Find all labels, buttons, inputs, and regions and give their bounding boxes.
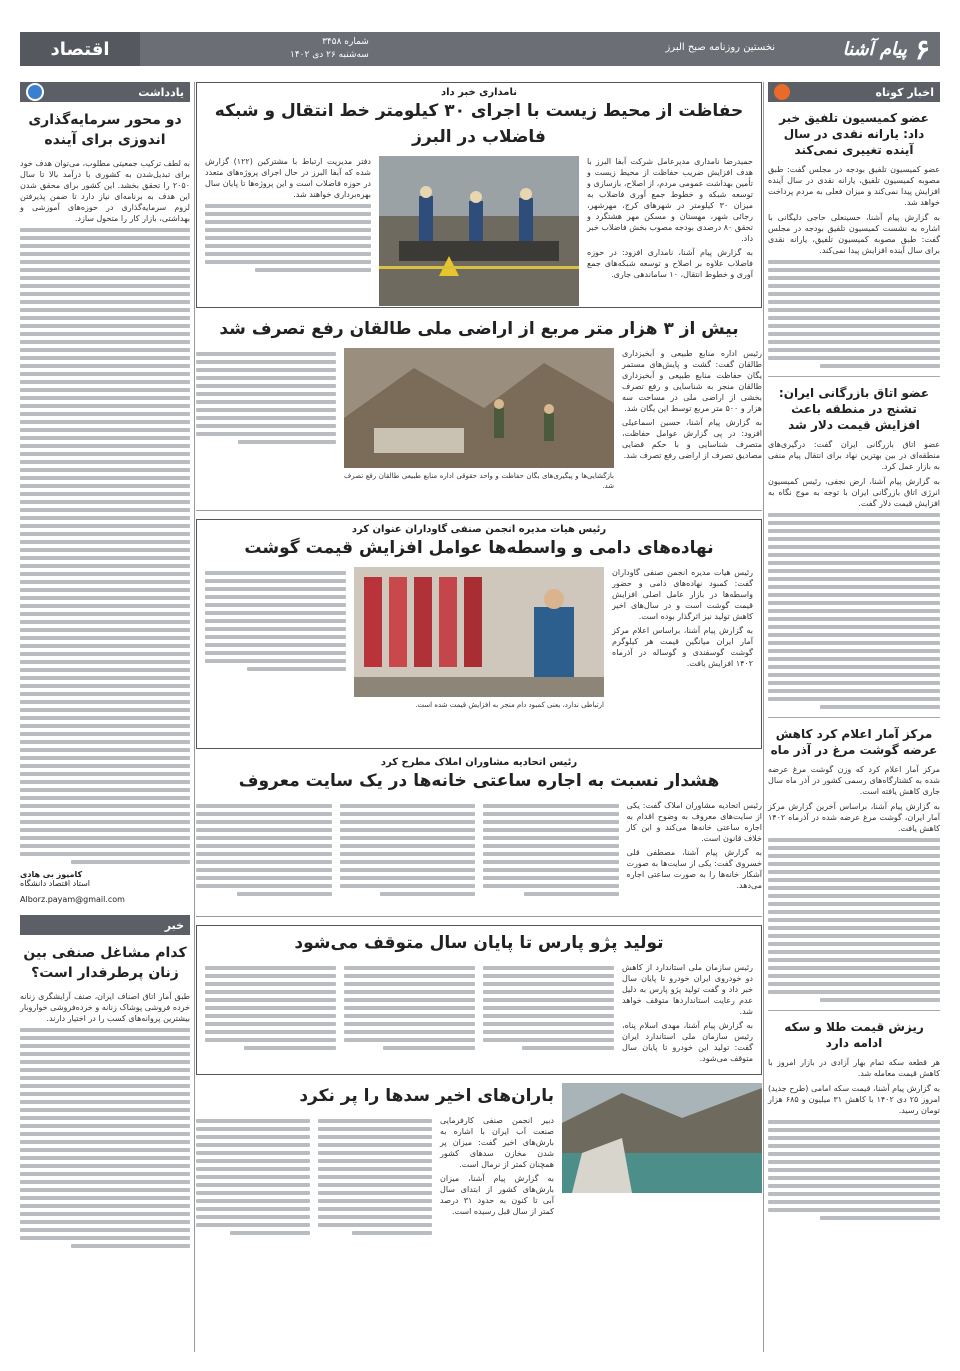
article-lead: به گزارش پیام آشنا، مصطفی قلی خسروی گفت: یکی از سایت‌ها به صورت آشکار خانه‌ها را به صورت ساعتی اجاره می‌دهد. xyxy=(626,848,762,890)
newspaper-logo: پیام آشنا xyxy=(842,38,907,60)
short-news-title: اخبار کوتاه xyxy=(875,85,934,99)
article-sewage-network xyxy=(196,82,762,308)
short-news-item xyxy=(768,110,940,368)
article-kicker: رئیس هیات مدیره انجمن صنفی گاوداران عنوان کرد xyxy=(351,524,607,535)
article-body: رئیس هیات مدیره انجمن صنفی گاوداران گفت: کمبود نهاده‌های دامی و حضور واسطه‌ها در بازار عامل اصلی افزایش قیمت گوشت است و در سال‌های اخیر کاهش تولید نیز اثرگذار بوده است. xyxy=(612,568,753,621)
article-peugeot-pars xyxy=(196,925,762,1075)
news-section-title: خبر xyxy=(164,918,184,932)
article-text xyxy=(587,156,753,306)
article-text xyxy=(318,1115,432,1239)
opinion-body: به لطف ترکیب جمعیتی مطلوب، می‌توان هدف خود برای تبدیل‌شدن به کشوری با درآمد بالا تا سال ۲۰۵۰ را تحقق بخشد. این کشور برای محقق شدن این هدف به برنامه‌ای نیاز دارد تا ضمن پذیرفتن لزوم سرمایه‌گذاری در حوزه‌های آموزشی و بهداشتی، بازار کار را متحول سازد. xyxy=(20,159,190,223)
article-lead: به گزارش پیام آشنا، میزان بارش‌های کشور از ابتدای سال آبی تا کنون به حدود ۳۱ درصد کمتر از سال قبل رسیده است. xyxy=(440,1174,554,1216)
short-news-headline[interactable]: عضو کمیسیون تلفیق خبر داد: یارانه نقدی در سال آینده تغییری نمی‌کند xyxy=(779,111,929,157)
article-text xyxy=(483,962,614,1064)
mountain-land-image xyxy=(344,348,614,468)
text-lines xyxy=(483,966,614,1050)
masthead xyxy=(20,32,940,66)
text-lines xyxy=(768,838,940,1002)
short-news-summary: هر قطعه سکه تمام بهار آزادی در بازار امروز با کاهش قیمت معامله شد. xyxy=(768,1058,940,1078)
opinion-header xyxy=(20,82,190,102)
article-body: رئیس اتحادیه مشاوران املاک گفت: یکی از سایت‌های معروف به وضوح اقدام به اجاره ساعتی خانه‌ها می‌کند و این کار خلاف قانون است. xyxy=(626,801,762,843)
divider xyxy=(768,717,940,718)
author-email[interactable]: Alborz.payam@gmail.com xyxy=(20,895,125,904)
article-lead: به گزارش پیام آشنا، حسین اسماعیلی افزود: در پی گزارش عوامل حفاظت، متصرف شناسایی و با حکم قضایی مصادیق تصرف از اراضی رفع تصرف شد. xyxy=(622,418,762,460)
short-news-headline[interactable]: ریزش قیمت طلا و سکه ادامه دارد xyxy=(784,1020,924,1050)
main-content xyxy=(196,82,762,1306)
text-lines xyxy=(196,804,332,896)
butcher-photo xyxy=(354,567,604,697)
dam-photo xyxy=(562,1083,762,1193)
article-land-recovery xyxy=(196,316,762,511)
article-meat-prices xyxy=(196,519,762,749)
text-lines xyxy=(20,1028,190,1248)
article-text xyxy=(196,1115,310,1239)
notebook-icon xyxy=(26,83,44,101)
text-lines xyxy=(196,352,336,444)
text-lines xyxy=(318,1119,432,1235)
column-divider xyxy=(194,82,195,1352)
author-name: کامیوز بی هادی xyxy=(20,870,83,879)
opinion-column xyxy=(20,82,190,1252)
text-lines xyxy=(196,1119,310,1235)
article-photo-block xyxy=(562,1083,762,1239)
short-news-lead: به گزارش پیام آشنا، حسینعلی حاجی دلیگانی با اشاره به نشست کمیسیون تلفیق بودجه در مجلس گفت: طبق مصوبه کمیسیون تلفیق، یارانه نقدی برای سال آینده افزایش پیدا نمی‌کند. xyxy=(768,213,940,255)
article-headline[interactable]: بیش از ۳ هزار متر مربع از اراضی ملی طالقان رفع تصرف شد xyxy=(219,319,739,339)
short-news-lead: به گزارش پیام آشنا، ارض نجفی، رئیس کمیسیون انرژی اتاق بازرگانی ایران با توجه به موج نگاه به افزایش قیمت دلار گفت. xyxy=(768,477,940,508)
opinion-section-title: یادداشت xyxy=(138,85,184,99)
article-text xyxy=(340,800,476,900)
article-text xyxy=(196,800,332,900)
short-news-item xyxy=(768,1019,940,1220)
news-header xyxy=(20,915,190,935)
article-photo-block xyxy=(344,348,614,491)
short-news-summary: مرکز آمار اعلام کرد که وزن گوشت مرغ عرضه شده به کشتارگاه‌های رسمی کشور در آذر ماه سال جاری کاهش یافته است. xyxy=(768,765,940,796)
article-body: رئیس اداره منابع طبیعی و آبخیزداری طالقان گفت: گشت و پایش‌های مستمر یگان حفاظت منابع طبیعی و آبخیزداری طالقان منجر به شناسایی و رفع تصرف بخشی از اراضی ملی در مساحت سه هزار و ۵۰۰ متر مربع توسط این یگان شد. xyxy=(622,349,762,413)
short-news-column xyxy=(768,82,940,1224)
article-text xyxy=(196,1083,554,1239)
article-hourly-rent xyxy=(196,757,762,917)
short-news-item xyxy=(768,385,940,709)
article-kicker: رئیس اتحادیه مشاوران املاک مطرح کرد xyxy=(380,757,578,768)
divider xyxy=(768,376,940,377)
article-body: حمیدرضا نامداری مدیرعامل شرکت آبفا البرز با هدف افزایش ضریب حفاظت از محیط زیست و تأمین بهداشت عمومی مردم، از اصلاح، بازسازی و توسعه شبکه و خطوط جمع آوری فاضلاب به میزان ۳۰ کیلومتر در شهرهای کرج، مهرشهر، رجائی شهر، مهستان و مسکن مهر هشتگرد و تحقق ۸۰ درصدی بودجه مصوب بخش فاضلاب خبر داد. xyxy=(587,157,754,243)
article-text xyxy=(622,962,753,1064)
text-lines xyxy=(768,260,940,368)
text-lines xyxy=(20,228,190,864)
megaphone-icon xyxy=(774,84,790,100)
article-text xyxy=(440,1115,554,1239)
section-label: اقتصاد xyxy=(20,32,140,66)
text-lines xyxy=(344,966,475,1050)
butcher-shop-image xyxy=(354,567,604,697)
article-text xyxy=(205,962,336,1064)
article-text xyxy=(612,567,753,710)
text-lines xyxy=(340,804,476,896)
article-text xyxy=(344,962,475,1064)
article-lead: به گزارش پیام آشنا، مهدی اسلام پناه، رئیس سازمان ملی استاندارد ایران گفت: تولید این خودرو تا پایان سال متوقف می‌شود. xyxy=(622,1021,753,1063)
article-photo-block xyxy=(354,567,604,710)
article-headline[interactable]: نهاده‌های دامی و واسطه‌ها عوامل افزایش قیمت گوشت xyxy=(244,538,714,558)
paper-tagline: نخستین روزنامه صبح البرز xyxy=(665,42,775,53)
short-news-lead: به گزارش پیام آشنا، قیمت سکه امامی (طرح جدید) امروز ۲۵ دی ۱۴۰۲ با کاهش ۳۱ میلیون و ۶۸۵ هزار تومان رسید. xyxy=(768,1084,940,1115)
photo-caption: ارتباطی ندارد، یعنی کمبود دام منجر به افزایش قیمت شده است. xyxy=(415,701,604,709)
short-news-summary: عضو کمیسیون تلفیق بودجه در مجلس گفت: طبق مصوبه کمیسیون تلفیق، یارانه نقدی در سال آینده افزایش پیدا نمی‌کند و میزان فعلی به مردم پرداخت خواهد شد. xyxy=(768,165,940,207)
article-kicker: نامداری خبر داد xyxy=(441,87,517,98)
article-text xyxy=(205,567,346,710)
workers-photo xyxy=(379,156,579,306)
short-news-lead: به گزارش پیام آشنا، براساس آخرین گزارش مرکز آمار ایران، گوشت مرغ عرضه شده در آذرماه ۱۴۰۲ کاهش یافت. xyxy=(768,802,940,833)
issue-number: شماره ۳۴۵۸ xyxy=(322,37,369,47)
article-text xyxy=(627,800,763,900)
text-lines xyxy=(205,204,371,272)
short-news-headline[interactable]: مرکز آمار اعلام کرد کاهش عرضه گوشت مرغ در آذر ماه xyxy=(770,727,938,757)
article-body-2: دفتر مدیریت ارتباط با مشترکین (۱۲۲) گزارش شده که آبفا البرز در حال اجرای پروژه‌های متعدد در حوزه فاضلاب است و این پروژه‌ها تا پایان سال بهره‌برداری خواهند شد. xyxy=(205,157,371,199)
news-summary: طبق آمار اتاق اصناف ایران، صنف آرایشگری زنانه خرده فروشی پوشاک زنانه و خرده‌فروشی خواروبار بیشترین پروانه‌های کسب را در اختیار دارند. xyxy=(20,992,190,1023)
article-body: رئیس سازمان ملی استاندارد از کاهش دو خودروی ایران خودرو تا پایان سال خبر داد و گفت تولید پژو پارس به دلیل عدم رعایت استانداردها متوقف خواهد شد. xyxy=(622,963,753,1016)
news-title[interactable]: کدام مشاغل صنفی بین زنان پرطرفدار است؟ xyxy=(23,945,187,981)
issue-date: سه‌شنبه ۲۶ دی ۱۴۰۲ xyxy=(290,50,369,60)
article-text xyxy=(622,348,762,491)
author-role: استاد اقتصاد دانشگاه xyxy=(20,879,91,888)
masthead-brand xyxy=(843,32,930,66)
article-headline[interactable]: حفاظت از محیط زیست با اجرای ۳۰ کیلومتر خط انتقال و شبکه فاضلاب در البرز xyxy=(214,101,744,147)
text-lines xyxy=(205,571,346,671)
short-news-header xyxy=(768,82,940,102)
land-photo xyxy=(344,348,614,468)
text-lines xyxy=(205,966,336,1050)
text-lines xyxy=(768,513,940,709)
construction-workers-image xyxy=(379,156,579,306)
article-body: دبیر انجمن صنفی کارفرمایی صنعت آب ایران با اشاره به بارش‌های اخیر گفت: میزان پر شدن مخازن سدهای کشور همچنان کمتر از نرمال است. xyxy=(440,1116,554,1169)
column-divider xyxy=(763,82,764,1352)
article-dam-reservoirs xyxy=(196,1083,762,1298)
article-headline[interactable]: باران‌های اخیر سدها را پر نکرد xyxy=(299,1086,554,1106)
issue-info xyxy=(290,36,369,62)
article-headline[interactable]: تولید پژو پارس تا پایان سال متوقف می‌شود xyxy=(294,933,664,953)
article-lead: به گزارش پیام آشنا، براساس اعلام مرکز آمار ایران میانگین قیمت هر کیلوگرم گوشت گوسفندی و گوساله در آذرماه ۱۴۰۲ افزایش یافت. xyxy=(612,626,753,668)
article-text xyxy=(483,800,619,900)
opinion-title[interactable]: دو محور سرمایه‌گذاری اندوزی برای آینده xyxy=(28,112,182,148)
page-number: ۶ xyxy=(914,32,930,66)
text-lines xyxy=(483,804,619,896)
article-headline[interactable]: هشدار نسبت به اجاره ساعتی خانه‌ها در یک سایت معروف xyxy=(238,771,720,791)
photo-caption: بازگشایی‌ها و پیگیری‌های یگان حفاظت و واحد حقوقی اداره منابع طبیعی طالقان رفع تصرف شد. xyxy=(344,472,614,490)
article-lead: به گزارش پیام آشنا، نامداری افزود: در حوزه فاضلاب علاوه بر اصلاح و توسعه شبکه‌های جمع آوری و خطوط انتقال، ۱۰ ساماندهی جاری. xyxy=(587,248,753,279)
text-lines xyxy=(768,1120,940,1220)
short-news-headline[interactable]: عضو اتاق بازرگانی ایران: تشنج در منطقه باعث افزایش قیمت دلار شد xyxy=(778,386,930,432)
short-news-summary: عضو اتاق بازرگانی ایران گفت: درگیری‌های منطقه‌ای در بین بهترین نهاد برای انتقال پیام منفی به بازار عمل کرد. xyxy=(768,440,940,471)
short-news-item xyxy=(768,726,940,1002)
dam-reservoir-image xyxy=(562,1083,762,1193)
divider xyxy=(768,1010,940,1011)
article-text xyxy=(196,348,336,491)
article-text xyxy=(205,156,371,306)
